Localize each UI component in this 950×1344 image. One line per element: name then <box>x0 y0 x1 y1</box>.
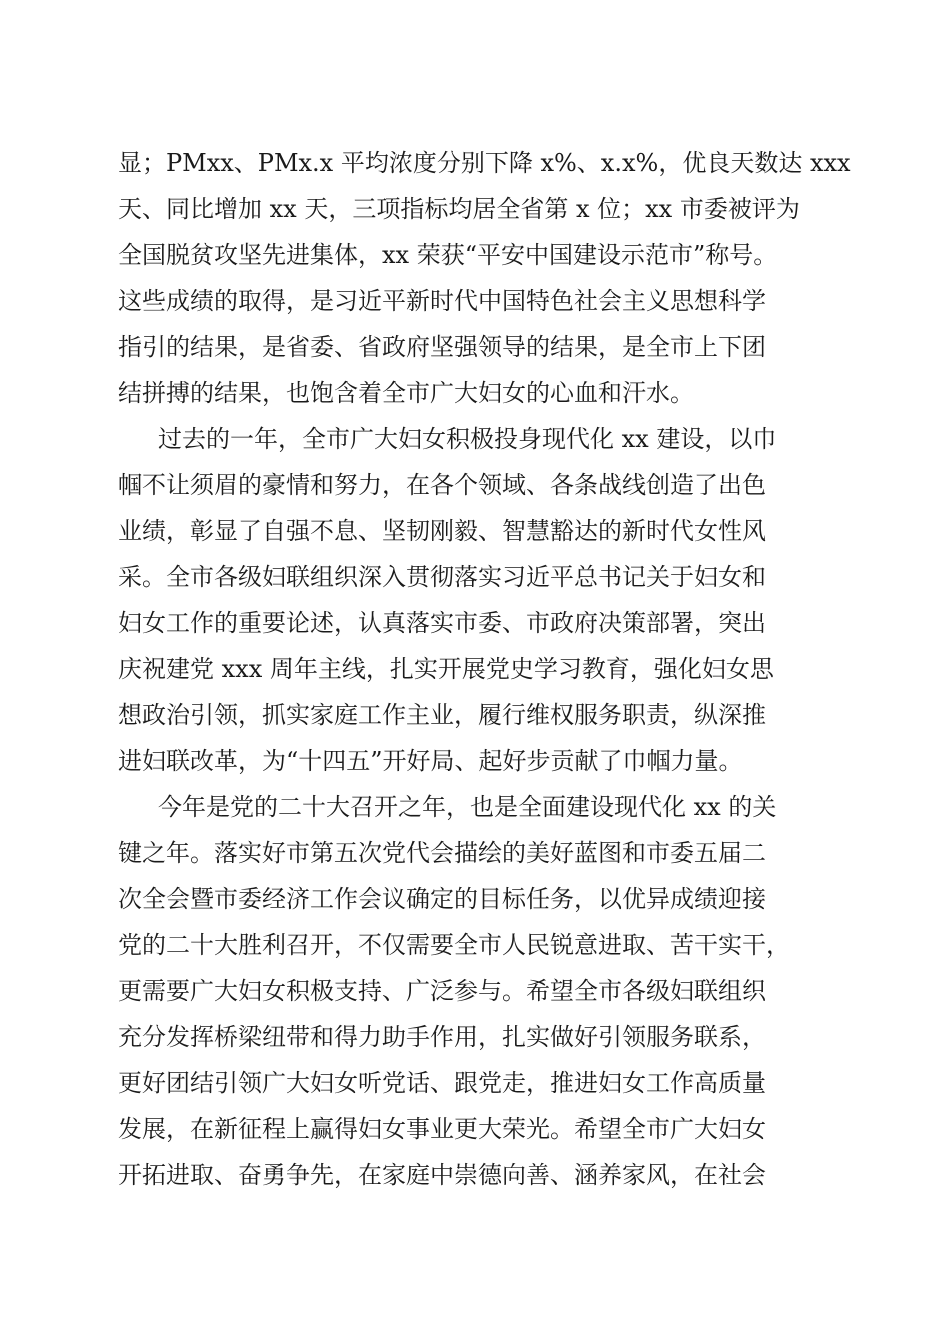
text-line: 天、同比增加 xx 天，三项指标均居全省第 x 位；xx 市委被评为 <box>118 195 800 223</box>
paragraph-start-line: 过去的一年，全市广大妇女积极投身现代化 xx 建设，以巾 <box>158 425 777 453</box>
text-line: 显；PMxx、PMx.x 平均浓度分别下降 x%、x.x%，优良天数达 xxx <box>118 149 851 177</box>
text-line: 发展，在新征程上赢得妇女事业更大荣光。希望全市广大妇女 <box>118 1115 766 1143</box>
text-line: 帼不让须眉的豪情和努力，在各个领域、各条战线创造了出色 <box>118 471 766 499</box>
text-line: 更好团结引领广大妇女听党话、跟党走，推进妇女工作高质量 <box>118 1069 766 1097</box>
text-line: 键之年。落实好市第五次党代会描绘的美好蓝图和市委五届二 <box>118 839 766 867</box>
text-line: 指引的结果，是省委、省政府坚强领导的结果，是全市上下团 <box>118 333 766 361</box>
text-line: 充分发挥桥梁纽带和得力助手作用，扎实做好引领服务联系， <box>118 1023 766 1051</box>
text-line: 开拓进取、奋勇争先，在家庭中崇德向善、涵养家风，在社会 <box>118 1161 766 1189</box>
text-line: 想政治引领，抓实家庭工作主业，履行维权服务职责，纵深推 <box>118 701 766 729</box>
text-line: 进妇联改革，为“十四五”开好局、起好步贡献了巾帼力量。 <box>118 747 743 775</box>
text-line: 次全会暨市委经济工作会议确定的目标任务，以优异成绩迎接 <box>118 885 766 913</box>
text-line: 业绩，彰显了自强不息、坚韧刚毅、智慧豁达的新时代女性风 <box>118 517 766 545</box>
text-line: 这些成绩的取得，是习近平新时代中国特色社会主义思想科学 <box>118 287 766 315</box>
text-line: 结拼搏的结果，也饱含着全市广大妇女的心血和汗水。 <box>118 379 694 407</box>
text-line: 党的二十大胜利召开，不仅需要全市人民锐意进取、苦干实干， <box>118 931 790 959</box>
paragraph-start-line: 今年是党的二十大召开之年，也是全面建设现代化 xx 的关 <box>158 793 777 821</box>
text-line: 更需要广大妇女积极支持、广泛参与。希望全市各级妇联组织 <box>118 977 766 1005</box>
text-line: 庆祝建党 xxx 周年主线，扎实开展党史学习教育，强化妇女思 <box>118 655 774 683</box>
text-line: 全国脱贫攻坚先进集体，xx 荣获“平安中国建设示范市”称号。 <box>118 241 778 269</box>
text-line: 采。全市各级妇联组织深入贯彻落实习近平总书记关于妇女和 <box>118 563 766 591</box>
body-text <box>118 140 851 1198</box>
text-line: 妇女工作的重要论述，认真落实市委、市政府决策部署，突出 <box>118 609 766 637</box>
